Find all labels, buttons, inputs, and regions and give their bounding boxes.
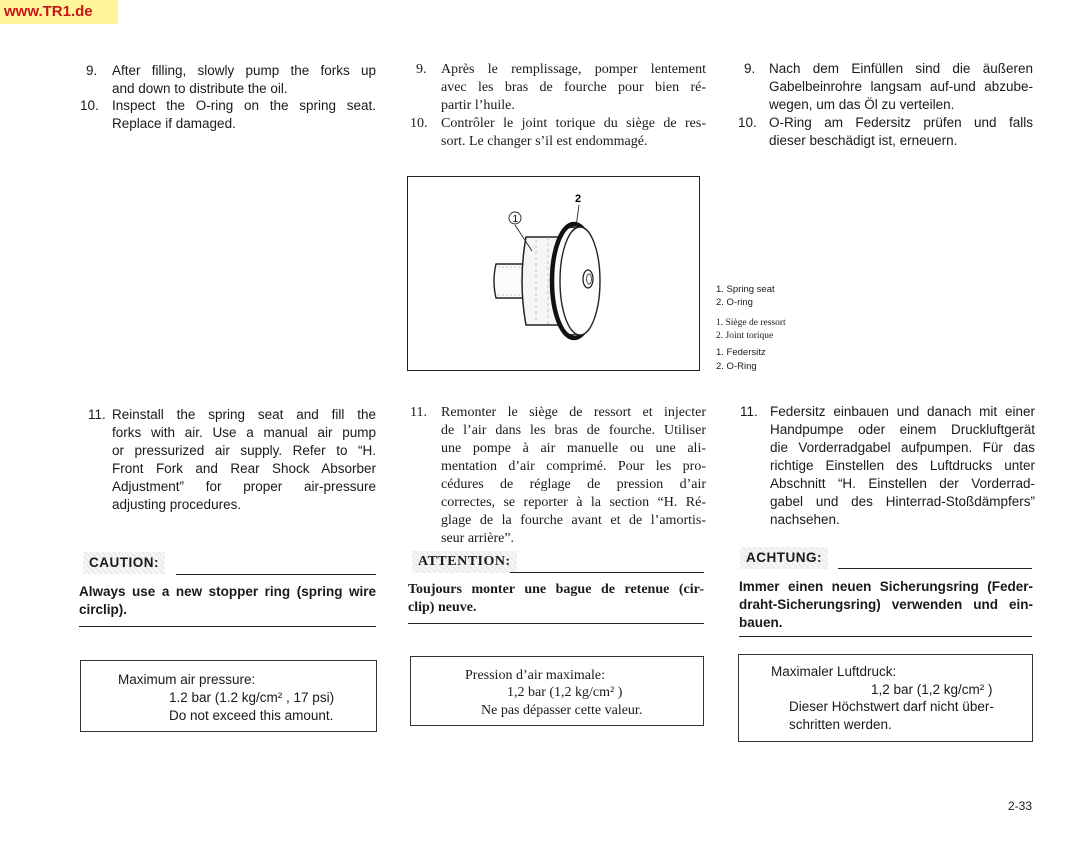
step-text-line: avec les bras de fourche pour bien ré- — [441, 80, 706, 95]
de-step-9 — [744, 60, 1034, 114]
box-title: Maximaler Luftdruck: — [771, 664, 897, 679]
en-step-11 — [88, 406, 378, 516]
step-number: 10. — [80, 98, 99, 113]
caution-footer-rule — [79, 626, 376, 627]
step-text-line: sort. Le changer s’il est endommagé. — [441, 134, 648, 149]
achtung-footer-rule — [739, 636, 1032, 637]
step-number: 11. — [410, 405, 427, 420]
step-number: 10. — [738, 115, 757, 130]
step-text-line: wegen, um das Öl zu verteilen. — [769, 97, 955, 112]
en-step-9 — [86, 62, 378, 98]
caution-line: Toujours monter une bague de retenue (cir- — [408, 582, 704, 597]
legend-fr-2: 2. Joint torique — [716, 331, 774, 341]
legend-fr-1: 1. Siège de ressort — [716, 318, 786, 328]
box-value: 1.2 bar (1.2 kg/cm² , 17 psi) — [169, 690, 335, 705]
achtung-label: ACHTUNG: — [740, 547, 828, 569]
step-text-line: Inspect the O-ring on the spring seat. — [112, 98, 376, 113]
step-number: 10. — [410, 116, 428, 131]
legend-de-1: 1. Federsitz — [716, 347, 766, 358]
step-text-line: adjusting procedures. — [112, 497, 242, 512]
fr-step-9 — [416, 61, 706, 115]
attention-label: ATTENTION: — [412, 551, 517, 573]
de-step-11 — [740, 403, 1036, 529]
spring-seat-drawing — [408, 177, 698, 369]
step-text-line: mentation d’air comprimé. Pour les pro- — [441, 459, 706, 474]
box-value: 1,2 bar (1,2 kg/cm² ) — [507, 685, 623, 700]
step-text-line: richtige Einstellen des Luftdrucks unter — [770, 458, 1035, 473]
box-note: Dieser Höchstwert darf nicht über- — [789, 699, 994, 714]
caution-line: bauen. — [739, 615, 783, 630]
en-step-10 — [80, 97, 378, 133]
step-number: 11. — [88, 407, 106, 422]
fr-step-10 — [410, 115, 706, 151]
caution-label: CAUTION: — [83, 552, 165, 574]
step-text-line: Gabelbeinrohre langsam auf-und abzube- — [769, 79, 1033, 94]
caution-line: Immer einen neuen Sicherungsring (Feder- — [739, 579, 1033, 594]
max-pressure-box — [410, 656, 704, 726]
step-text-line: or pressurized air supply. Refer to “H. — [112, 443, 376, 458]
box-note: Do not exceed this amount. — [169, 708, 334, 723]
box-note: Ne pas dépasser cette valeur. — [481, 703, 643, 718]
caution-text — [79, 583, 376, 619]
step-number: 11. — [740, 404, 758, 419]
step-text-line: and down to distribute the oil. — [112, 81, 288, 96]
callout-number: 1 — [512, 214, 519, 225]
step-text-line: partir l’huile. — [441, 98, 515, 113]
box-title: Maximum air pressure: — [118, 672, 256, 687]
caution-header-rule — [176, 574, 376, 575]
max-pressure-box — [80, 660, 377, 732]
achtung-text — [739, 578, 1033, 632]
step-text-line: forks with air. Use a manual air pump — [112, 425, 376, 440]
step-text-line: Adjustment” for proper air-pressure — [112, 479, 376, 494]
attention-footer-rule — [408, 623, 704, 624]
attention-header-rule — [510, 572, 704, 573]
step-text-line: Handpumpe oder einem Druckluftgerät — [770, 422, 1035, 437]
caution-line: Always use a new stopper ring (spring wire — [79, 584, 376, 599]
step-text-line: After filling, slowly pump the forks up — [112, 63, 376, 78]
achtung-header-rule — [838, 568, 1032, 569]
caution-line: circlip). — [79, 602, 128, 617]
legend-en-1: 1. Spring seat — [716, 284, 775, 295]
step-text-line: nachsehen. — [770, 512, 840, 527]
step-text-line: Front Fork and Rear Shock Absorber — [112, 461, 376, 476]
box-note: schritten werden. — [789, 717, 892, 732]
step-text-line: Abschnitt “H. Einstellen der Vorderrad- — [770, 476, 1035, 491]
step-number: 9. — [744, 61, 756, 76]
step-text-line: Remonter le siège de ressort et injecter — [441, 405, 706, 420]
legend-en-2: 2. O-ring — [716, 297, 753, 308]
legend-de-2: 2. O-Ring — [716, 361, 757, 372]
step-text-line: correctes, se reporter à la section “H. Ré- — [441, 495, 706, 510]
page-number: 2-33 — [1008, 799, 1033, 813]
max-pressure-box — [738, 654, 1033, 742]
step-text-line: O-Ring am Federsitz prüfen und falls — [769, 115, 1033, 130]
fr-step-11 — [410, 404, 706, 548]
box-title: Pression d’air maximale: — [465, 668, 605, 683]
callout-number: 2 — [575, 193, 582, 205]
step-text-line: Après le remplissage, pomper lentement — [441, 62, 706, 77]
watermark-logo: www.TR1.de — [0, 0, 118, 24]
step-text-line: gabel und des Hinterrad-Stoßdämpfers” — [770, 494, 1035, 509]
step-text-line: Nach dem Einfüllen sind die äußeren — [769, 61, 1033, 76]
de-step-10 — [738, 114, 1034, 150]
step-number: 9. — [86, 63, 98, 78]
step-text-line: Contrôler le joint torique du siège de res- — [441, 116, 706, 131]
step-number: 9. — [416, 62, 427, 77]
step-text-line: cédures de réglage de pression d’air — [441, 477, 706, 492]
step-text-line: de l’air dans les bras de fourche. Utiliser — [441, 423, 706, 438]
step-text-line: die Vorderradgabel aufpumpen. Für das — [770, 440, 1035, 455]
step-text-line: seur arrière”. — [441, 531, 515, 546]
spring-seat-illustration — [407, 176, 700, 371]
step-text-line: une pompe à air manuelle ou une ali- — [441, 441, 706, 456]
caution-line: draht-Sicherungsring) verwenden und ein- — [739, 597, 1033, 612]
step-text-line: Reinstall the spring seat and fill the — [112, 407, 376, 422]
step-text-line: Federsitz einbauen und danach mit einer — [770, 404, 1035, 419]
step-text-line: dieser beschädigt ist, erneuern. — [769, 133, 958, 148]
caution-line: clip) neuve. — [408, 600, 477, 615]
attention-text — [408, 581, 704, 617]
step-text-line: Replace if damaged. — [112, 116, 236, 131]
step-text-line: glage de la fourche avant et de l’amortis- — [441, 513, 706, 528]
box-value: 1,2 bar (1,2 kg/cm² ) — [871, 682, 993, 697]
